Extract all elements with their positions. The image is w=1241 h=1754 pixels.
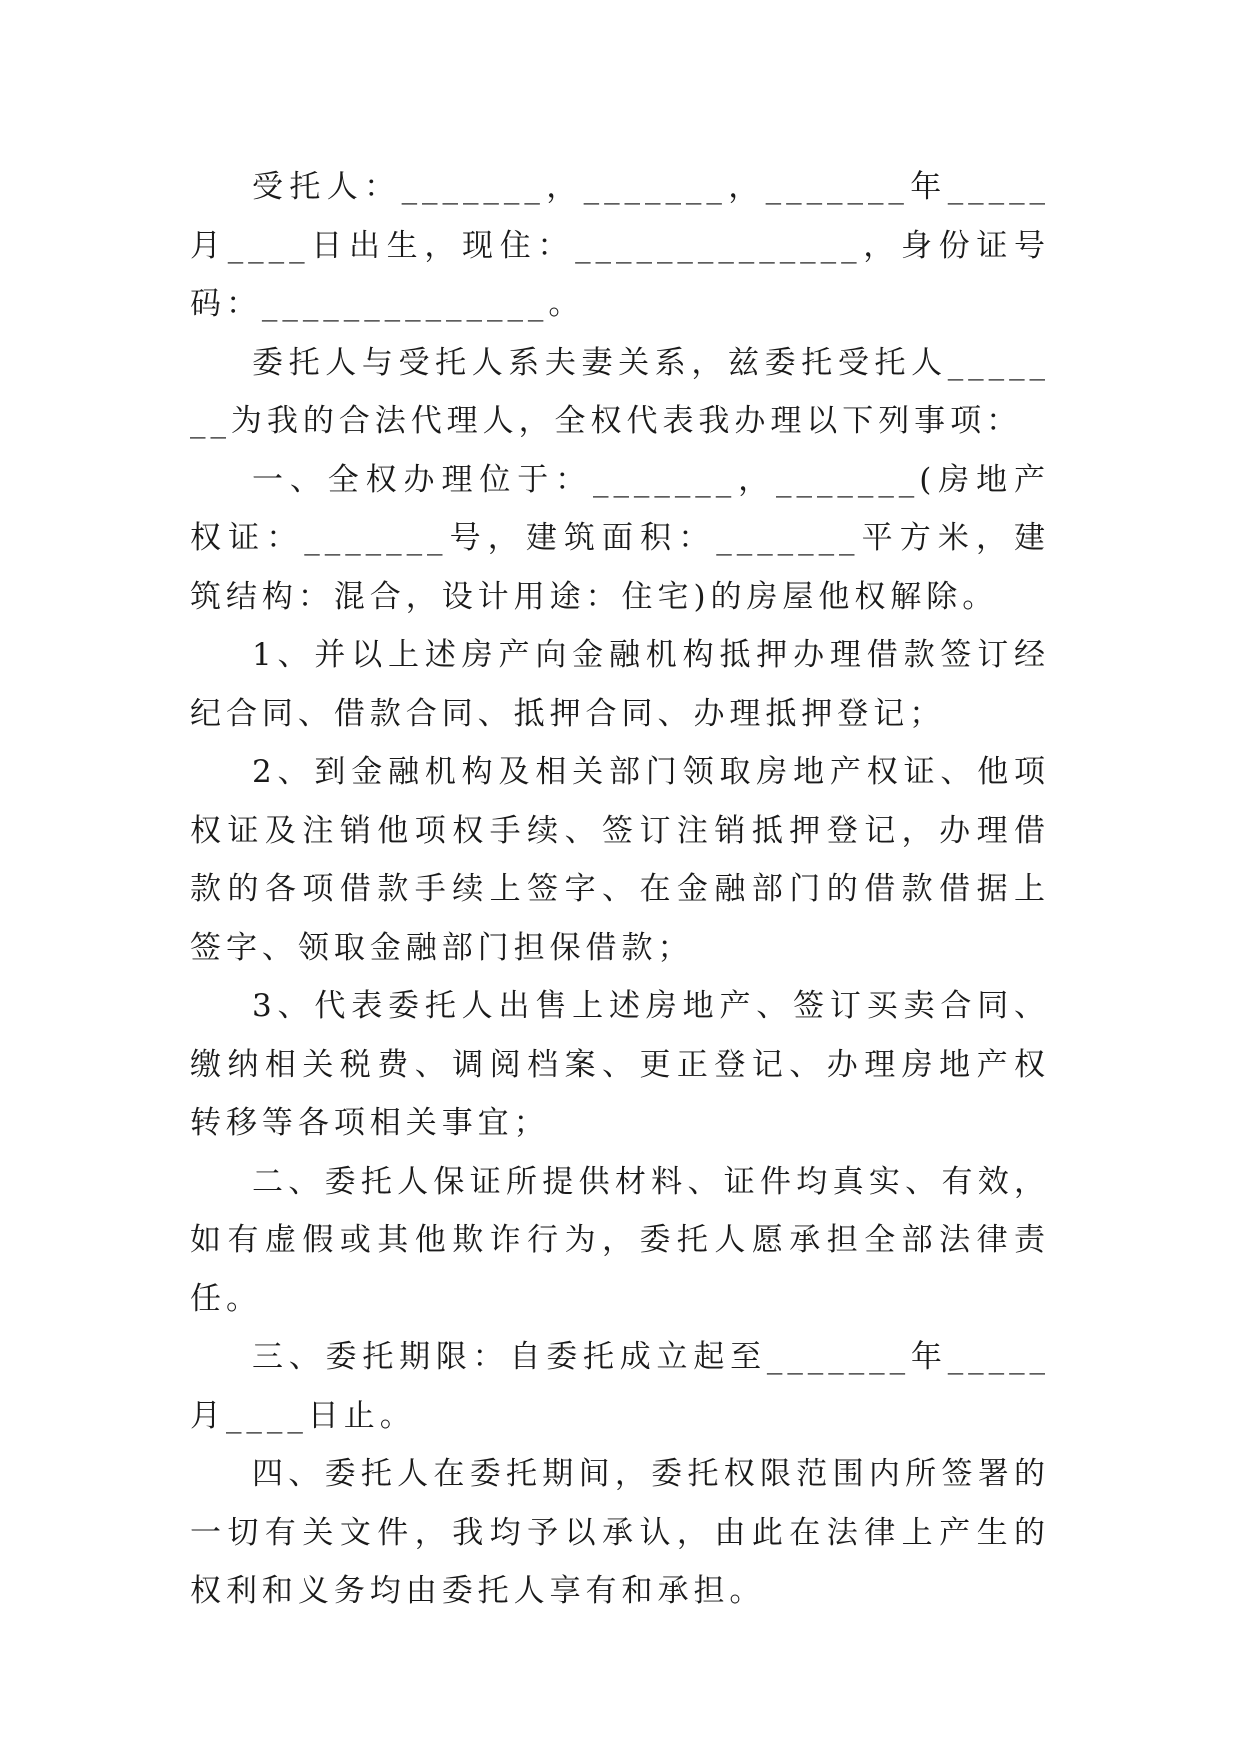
paragraph-item-3: 三、委托期限：自委托成立起至_______年_____月____日止。 [190, 1339, 1050, 1434]
paragraph-item-4: 四、委托人在委托期间，委托权限范围内所签署的一切有关文件，我均予以承认，由此在法律上产生的权利和义务均由委托人享有和承担。 [190, 1456, 1050, 1609]
paragraph-subitem-3: 3、代表委托人出售上述房地产、签订买卖合同、缴纳相关税费、调阅档案、更正登记、办理房地产权转移等各项相关事宜； [190, 988, 1050, 1141]
paragraph-item-1: 一、全权办理位于：_______，_______(房地产权证：_______号，建筑面积：_______平方米，建筑结构：混合，设计用途：住宅)的房屋他权解除。 [190, 461, 1050, 615]
paragraph-appointment: 委托人与受托人系夫妻关系，兹委托受托人_______为我的合法代理人，全权代表我办理以下列事项： [190, 344, 1050, 439]
paragraph-subitem-2: 2、到金融机构及相关部门领取房地产权证、他项权证及注销他项权手续、签订注销抵押登记，办理借款的各项借款手续上签字、在金融部门的借款借据上签字、领取金融部门担保借款； [190, 754, 1050, 966]
paragraph-trustee-info: 受托人：_______，_______，_______年_____月____日出生，现住：______________，身份证号码：______________。 [190, 169, 1050, 322]
paragraph-subitem-1: 1、并以上述房产向金融机构抵押办理借款签订经纪合同、借款合同、抵押合同、办理抵押登记； [190, 637, 1050, 732]
document-body [190, 158, 1050, 1621]
paragraph-item-2: 二、委托人保证所提供材料、证件均真实、有效，如有虚假或其他欺诈行为，委托人愿承担全部法律责任。 [190, 1163, 1050, 1317]
